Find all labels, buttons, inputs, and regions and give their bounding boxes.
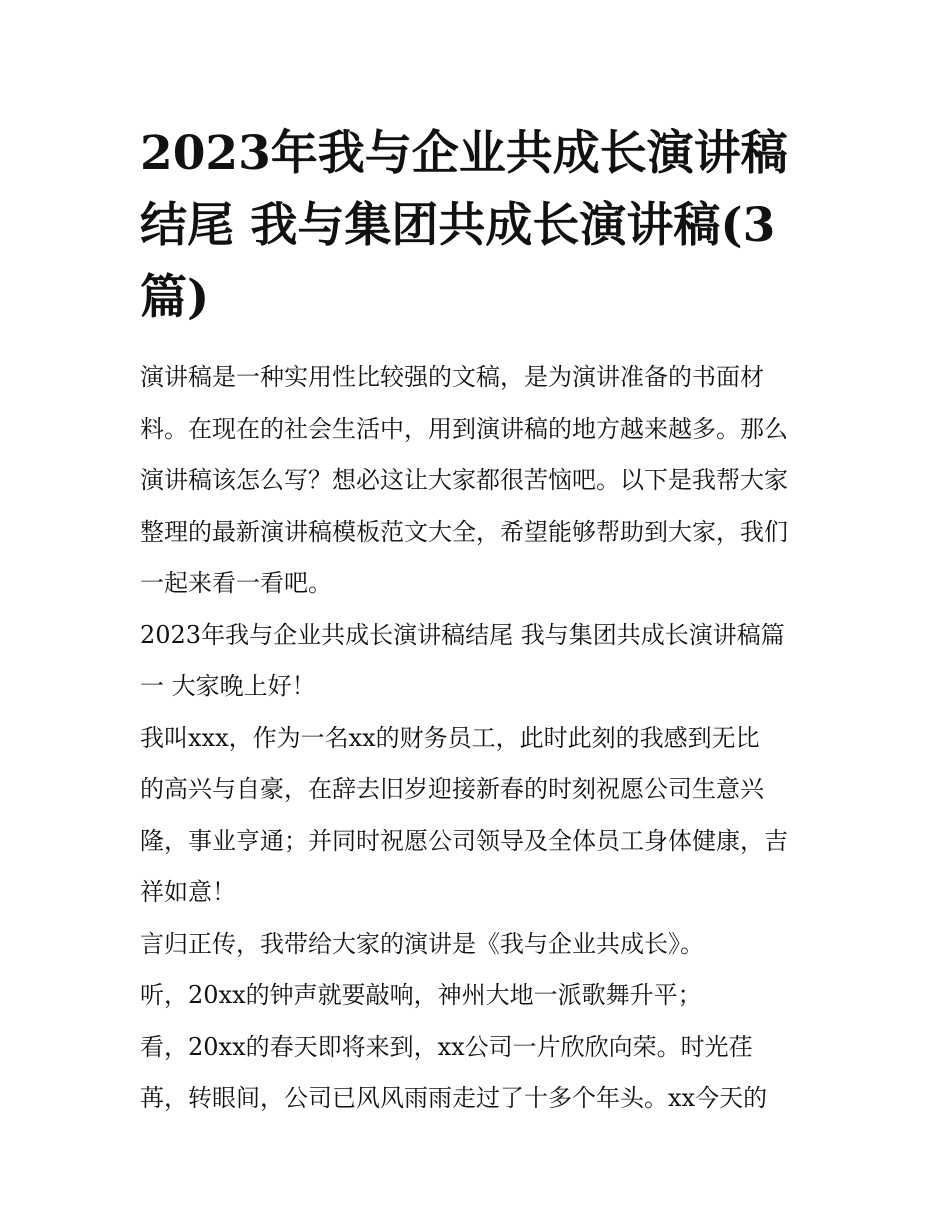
body-line: 隆，事业亨通；并同时祝愿公司领导及全体员工身体健康，吉 xyxy=(140,826,788,855)
title-line: 2023年我与企业共成长演讲稿 xyxy=(140,126,788,181)
body-line: 一 大家晚上好！ xyxy=(140,672,316,700)
body-line: 看，20xx的春天即将来到，xx公司一片欣欣向荣。时光荏 xyxy=(140,1032,753,1061)
body-line: 的高兴与自豪，在辞去旧岁迎接新春的时刻祝愿公司生意兴 xyxy=(140,775,764,803)
body-line: 演讲稿是一种实用性比较强的文稿，是为演讲准备的书面材 xyxy=(140,363,764,391)
body-line: 演讲稿该怎么写？想必这让大家都很苦恼吧。以下是我帮大家 xyxy=(140,466,788,494)
body-line: 2023年我与企业共成长演讲稿结尾 我与集团共成长演讲稿篇 xyxy=(140,620,785,649)
document-body xyxy=(140,352,830,1125)
title-line: 篇) xyxy=(140,270,210,325)
body-line: 听，20xx的钟声就要敲响，神州大地一派歌舞升平； xyxy=(140,981,702,1009)
document-title xyxy=(140,118,820,334)
body-line: 祥如意！ xyxy=(140,878,236,906)
body-line: 言归正传，我带给大家的演讲是《我与企业共成长》。 xyxy=(140,929,704,958)
body-line: 料。在现在的社会生活中，用到演讲稿的地方越来越多。那么 xyxy=(140,414,788,443)
body-line: 我叫xxx，作为一名xx的财务员工，此时此刻的我感到无比 xyxy=(140,723,760,752)
title-line: 结尾 我与集团共成长演讲稿(3 xyxy=(140,198,776,253)
body-line: 苒，转眼间，公司已风风雨雨走过了十多个年头。xx今天的 xyxy=(140,1084,768,1112)
body-line: 整理的最新演讲稿模板范文大全，希望能够帮助到大家，我们 xyxy=(140,517,788,546)
body-line: 一起来看一看吧。 xyxy=(140,569,332,597)
